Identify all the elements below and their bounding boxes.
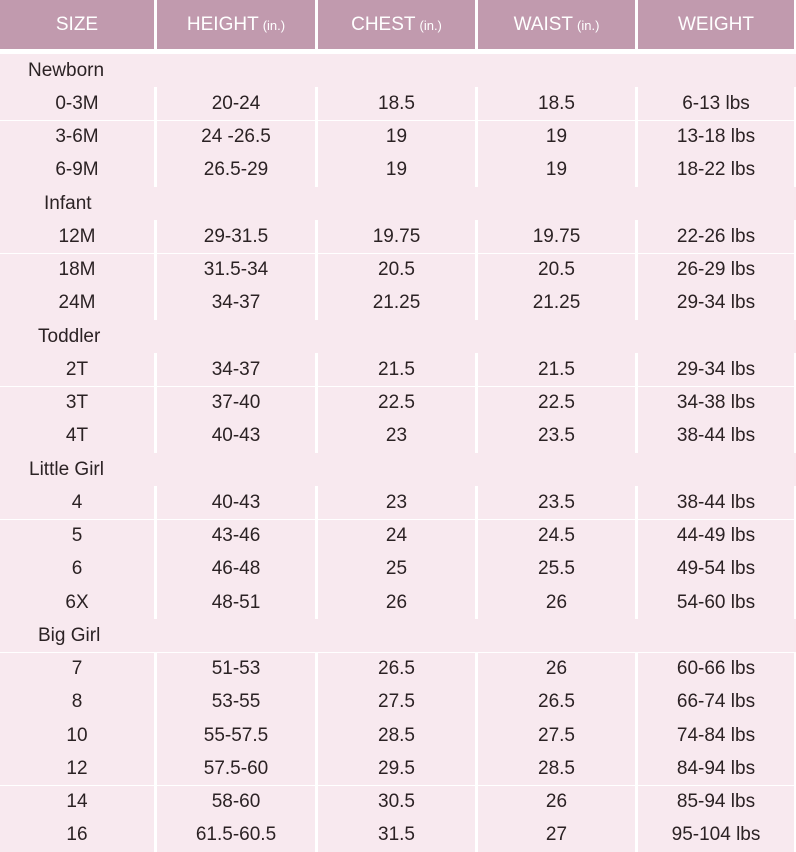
- weight-cell: 54-60 lbs: [638, 586, 794, 619]
- table-row: [0, 353, 796, 386]
- waist-cell: 24.5: [478, 520, 635, 553]
- chest-cell: 27.5: [318, 686, 475, 719]
- size-cell: 2T: [0, 353, 154, 386]
- height-cell: 40-43: [157, 486, 315, 519]
- chest-cell: 21.25: [318, 287, 475, 320]
- group-row: [0, 453, 796, 486]
- waist-cell: 25.5: [478, 553, 635, 586]
- height-cell: 20-24: [157, 87, 315, 120]
- height-cell: 31.5-34: [157, 254, 315, 287]
- waist-cell: 26: [478, 786, 635, 819]
- weight-cell: 6-13 lbs: [638, 87, 794, 120]
- size-cell: 14: [0, 786, 154, 819]
- weight-cell: 74-84 lbs: [638, 719, 794, 752]
- group-row: [0, 187, 796, 220]
- table-row: [0, 486, 796, 519]
- table-row: [0, 121, 796, 154]
- header-chest-unit: (in.): [419, 18, 442, 33]
- table-row: [0, 686, 796, 719]
- header-size: [0, 0, 154, 49]
- chest-cell: 22.5: [318, 387, 475, 420]
- chest-cell: 29.5: [318, 752, 475, 785]
- chest-cell: 19: [318, 121, 475, 154]
- size-cell: 8: [0, 686, 154, 719]
- height-cell: 53-55: [157, 686, 315, 719]
- table-row: [0, 586, 796, 619]
- chest-cell: 24: [318, 520, 475, 553]
- weight-cell: 18-22 lbs: [638, 154, 794, 187]
- weight-cell: 95-104 lbs: [638, 819, 794, 852]
- weight-cell: 66-74 lbs: [638, 686, 794, 719]
- waist-cell: 26.5: [478, 686, 635, 719]
- height-cell: 40-43: [157, 420, 315, 453]
- size-cell: 7: [0, 653, 154, 686]
- waist-cell: 26: [478, 653, 635, 686]
- table-row: [0, 420, 796, 453]
- weight-cell: 22-26 lbs: [638, 220, 794, 253]
- chest-cell: 31.5: [318, 819, 475, 852]
- size-cell: 24M: [0, 287, 154, 320]
- header-weight-label: WEIGHT: [678, 13, 754, 35]
- height-cell: 29-31.5: [157, 220, 315, 253]
- height-cell: 34-37: [157, 353, 315, 386]
- waist-cell: 28.5: [478, 752, 635, 785]
- table-row: [0, 819, 796, 852]
- group-label: Big Girl: [38, 624, 101, 646]
- header-row: [0, 0, 796, 49]
- waist-cell: 19: [478, 154, 635, 187]
- table-row: [0, 254, 796, 287]
- weight-cell: 29-34 lbs: [638, 287, 794, 320]
- header-waist-unit: (in.): [577, 18, 600, 33]
- size-cell: 3-6M: [0, 121, 154, 154]
- waist-cell: 21.25: [478, 287, 635, 320]
- waist-cell: 23.5: [478, 486, 635, 519]
- size-cell: 6X: [0, 586, 154, 619]
- waist-cell: 19.75: [478, 220, 635, 253]
- table-row: [0, 752, 796, 785]
- waist-cell: 22.5: [478, 387, 635, 420]
- weight-cell: 38-44 lbs: [638, 420, 794, 453]
- group-row: [0, 54, 796, 87]
- header-waist: [478, 0, 635, 49]
- table-row: [0, 387, 796, 420]
- size-cell: 6-9M: [0, 154, 154, 187]
- weight-cell: 49-54 lbs: [638, 553, 794, 586]
- size-cell: 18M: [0, 254, 154, 287]
- header-height-label: HEIGHT: [186, 13, 259, 35]
- chest-cell: 19.75: [318, 220, 475, 253]
- header-weight: [638, 0, 794, 49]
- size-cell: 5: [0, 520, 154, 553]
- size-cell: 12: [0, 752, 154, 785]
- table-row: [0, 287, 796, 320]
- waist-cell: 18.5: [478, 87, 635, 120]
- size-cell: 12M: [0, 220, 154, 253]
- height-cell: 46-48: [157, 553, 315, 586]
- height-cell: 34-37: [157, 287, 315, 320]
- chest-cell: 21.5: [318, 353, 475, 386]
- chest-cell: 25: [318, 553, 475, 586]
- header-size-label: SIZE: [55, 13, 99, 35]
- height-cell: 55-57.5: [157, 719, 315, 752]
- height-cell: 61.5-60.5: [157, 819, 315, 852]
- group-label: Infant: [44, 192, 92, 214]
- weight-cell: 85-94 lbs: [638, 786, 794, 819]
- height-cell: 57.5-60: [157, 752, 315, 785]
- weight-cell: 84-94 lbs: [638, 752, 794, 785]
- waist-cell: 19: [478, 121, 635, 154]
- chest-cell: 30.5: [318, 786, 475, 819]
- waist-cell: 21.5: [478, 353, 635, 386]
- height-cell: 48-51: [157, 586, 315, 619]
- height-cell: 24 -26.5: [157, 121, 315, 154]
- size-cell: 4T: [0, 420, 154, 453]
- header-chest-label: CHEST: [351, 13, 416, 35]
- height-cell: 51-53: [157, 653, 315, 686]
- weight-cell: 34-38 lbs: [638, 387, 794, 420]
- weight-cell: 38-44 lbs: [638, 486, 794, 519]
- weight-cell: 26-29 lbs: [638, 254, 794, 287]
- weight-cell: 29-34 lbs: [638, 353, 794, 386]
- size-cell: 3T: [0, 387, 154, 420]
- table-row: [0, 87, 796, 120]
- chest-cell: 28.5: [318, 719, 475, 752]
- chest-cell: 23: [318, 420, 475, 453]
- size-cell: 6: [0, 553, 154, 586]
- table-row: [0, 220, 796, 253]
- height-cell: 37-40: [157, 387, 315, 420]
- chest-cell: 20.5: [318, 254, 475, 287]
- chest-cell: 19: [318, 154, 475, 187]
- chest-cell: 18.5: [318, 87, 475, 120]
- table-row: [0, 553, 796, 586]
- header-waist-label: WAIST: [513, 13, 574, 35]
- table-row: [0, 786, 796, 819]
- group-label: Toddler: [38, 325, 101, 347]
- waist-cell: 26: [478, 586, 635, 619]
- table-row: [0, 653, 796, 686]
- waist-cell: 20.5: [478, 254, 635, 287]
- weight-cell: 60-66 lbs: [638, 653, 794, 686]
- group-row: [0, 619, 796, 652]
- size-cell: 10: [0, 719, 154, 752]
- waist-cell: 23.5: [478, 420, 635, 453]
- header-height: [157, 0, 315, 49]
- waist-cell: 27.5: [478, 719, 635, 752]
- group-label: Little Girl: [29, 458, 104, 480]
- table-row: [0, 154, 796, 187]
- size-cell: 16: [0, 819, 154, 852]
- size-cell: 4: [0, 486, 154, 519]
- height-cell: 26.5-29: [157, 154, 315, 187]
- chest-cell: 23: [318, 486, 475, 519]
- weight-cell: 44-49 lbs: [638, 520, 794, 553]
- group-label: Newborn: [28, 59, 105, 81]
- height-cell: 58-60: [157, 786, 315, 819]
- header-chest: [318, 0, 475, 49]
- height-cell: 43-46: [157, 520, 315, 553]
- group-row: [0, 320, 796, 353]
- header-height-unit: (in.): [262, 18, 286, 33]
- chest-cell: 26: [318, 586, 475, 619]
- waist-cell: 27: [478, 819, 635, 852]
- table-row: [0, 520, 796, 553]
- size-cell: 0-3M: [0, 87, 154, 120]
- table-row: [0, 719, 796, 752]
- chest-cell: 26.5: [318, 653, 475, 686]
- weight-cell: 13-18 lbs: [638, 121, 794, 154]
